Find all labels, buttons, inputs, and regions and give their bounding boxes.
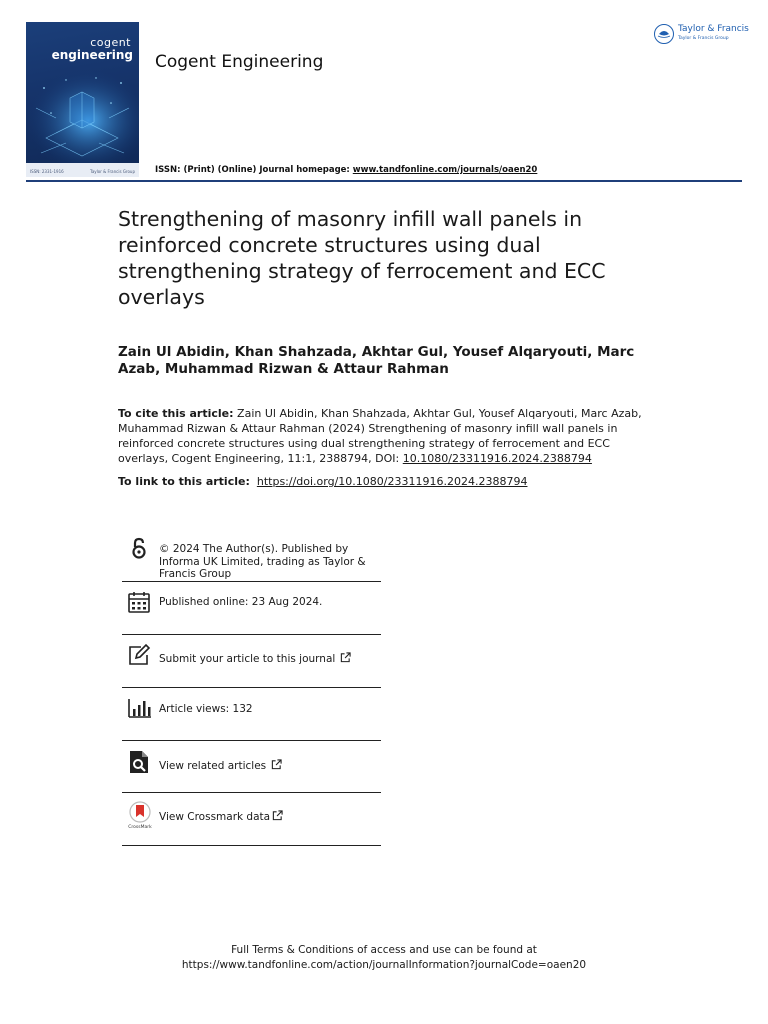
citation-block [118, 406, 658, 466]
bar-chart-icon [127, 695, 151, 719]
doi-link[interactable]: 10.1080/23311916.2024.2388794 [402, 452, 592, 465]
journal-name: Cogent Engineering [155, 52, 324, 72]
article-info-list [122, 532, 381, 846]
cite-label: To cite this article: [118, 407, 234, 420]
terms-line-1: Full Terms & Conditions of access and use can be found at [231, 944, 537, 956]
journal-homepage-link[interactable]: www.tandfonline.com/journals/oaen20 [352, 165, 538, 175]
related-row[interactable] [122, 741, 381, 793]
crossmark-row[interactable] [122, 793, 381, 846]
publisher-logo-name: Taylor & Francis [678, 24, 749, 34]
license-text: © 2024 The Author(s). Published by Informa UK Limited, trading as Taylor & Francis Group [159, 543, 366, 580]
terms-footer [0, 943, 768, 973]
published-text: Published online: 23 Aug 2024. [159, 596, 323, 608]
cover-brand-top: cogent [90, 36, 131, 49]
edit-icon [127, 643, 151, 667]
views-text: Article views: 132 [159, 703, 253, 715]
article-authors: Zain Ul Abidin, Khan Shahzada, Akhtar Gul, Yousef Alqaryouti, Marc Azab, Muhammad Rizwan & Attaur Rahman [118, 344, 635, 377]
article-link-line [118, 475, 527, 488]
crossmark-icon [127, 801, 153, 829]
related-link[interactable] [159, 759, 282, 773]
external-link-icon [272, 810, 283, 821]
article-doi-url[interactable]: https://doi.org/10.1080/23311916.2024.2388794 [256, 475, 528, 488]
publisher-logo-sub: Taylor & Francis Group [678, 36, 729, 41]
issn-line [155, 165, 537, 175]
journal-cover-image [26, 22, 139, 177]
license-row [122, 532, 381, 582]
document-search-icon [127, 750, 151, 774]
cite-text: Zain Ul Abidin, Khan Shahzada, Akhtar Gul, Yousef Alqaryouti, Marc Azab, Muhammad Rizwan & Attaur Rahman (2024) Strengthening of masonry infill wall panels in reinforced concrete structures using dual strengthening strategy of ferrocement and ECC overlays, Cogent Engineering, 11:1, 2388794, DOI: [118, 407, 642, 465]
cover-publisher: Taylor & Francis Group [90, 169, 135, 174]
crossmark-link[interactable] [159, 810, 283, 824]
crossmark-icon-label: CrossMark [128, 825, 152, 829]
publisher-logo-icon [654, 24, 674, 44]
article-title: Strengthening of masonry infill wall panels in reinforced concrete structures using dual strengthening strategy of ferrocement and ECC overlays [118, 207, 606, 309]
header-divider [26, 180, 742, 182]
cover-artwork [26, 68, 139, 164]
cover-footer-strip [26, 163, 139, 177]
calendar-icon [127, 590, 151, 614]
link-label: To link to this article: [118, 475, 250, 488]
submit-text: Submit your article to this journal [159, 653, 336, 665]
terms-url[interactable]: https://www.tandfonline.com/action/journalInformation?journalCode=oaen20 [181, 959, 587, 971]
crossmark-text: View Crossmark data [159, 811, 271, 823]
external-link-icon [271, 759, 282, 770]
submit-link[interactable] [159, 652, 351, 666]
lamp-icon [655, 25, 673, 43]
issn-text: ISSN: (Print) (Online) Journal homepage: [155, 165, 353, 175]
related-text: View related articles [159, 760, 267, 772]
published-row [122, 582, 381, 635]
submit-row[interactable] [122, 635, 381, 688]
external-link-icon [340, 652, 351, 663]
cover-brand-bottom: engineering [51, 48, 133, 62]
cover-issn: ISSN: 2331-1916 [30, 169, 64, 174]
publisher-logo[interactable] [654, 22, 754, 46]
views-row [122, 688, 381, 741]
open-access-icon [127, 537, 151, 561]
